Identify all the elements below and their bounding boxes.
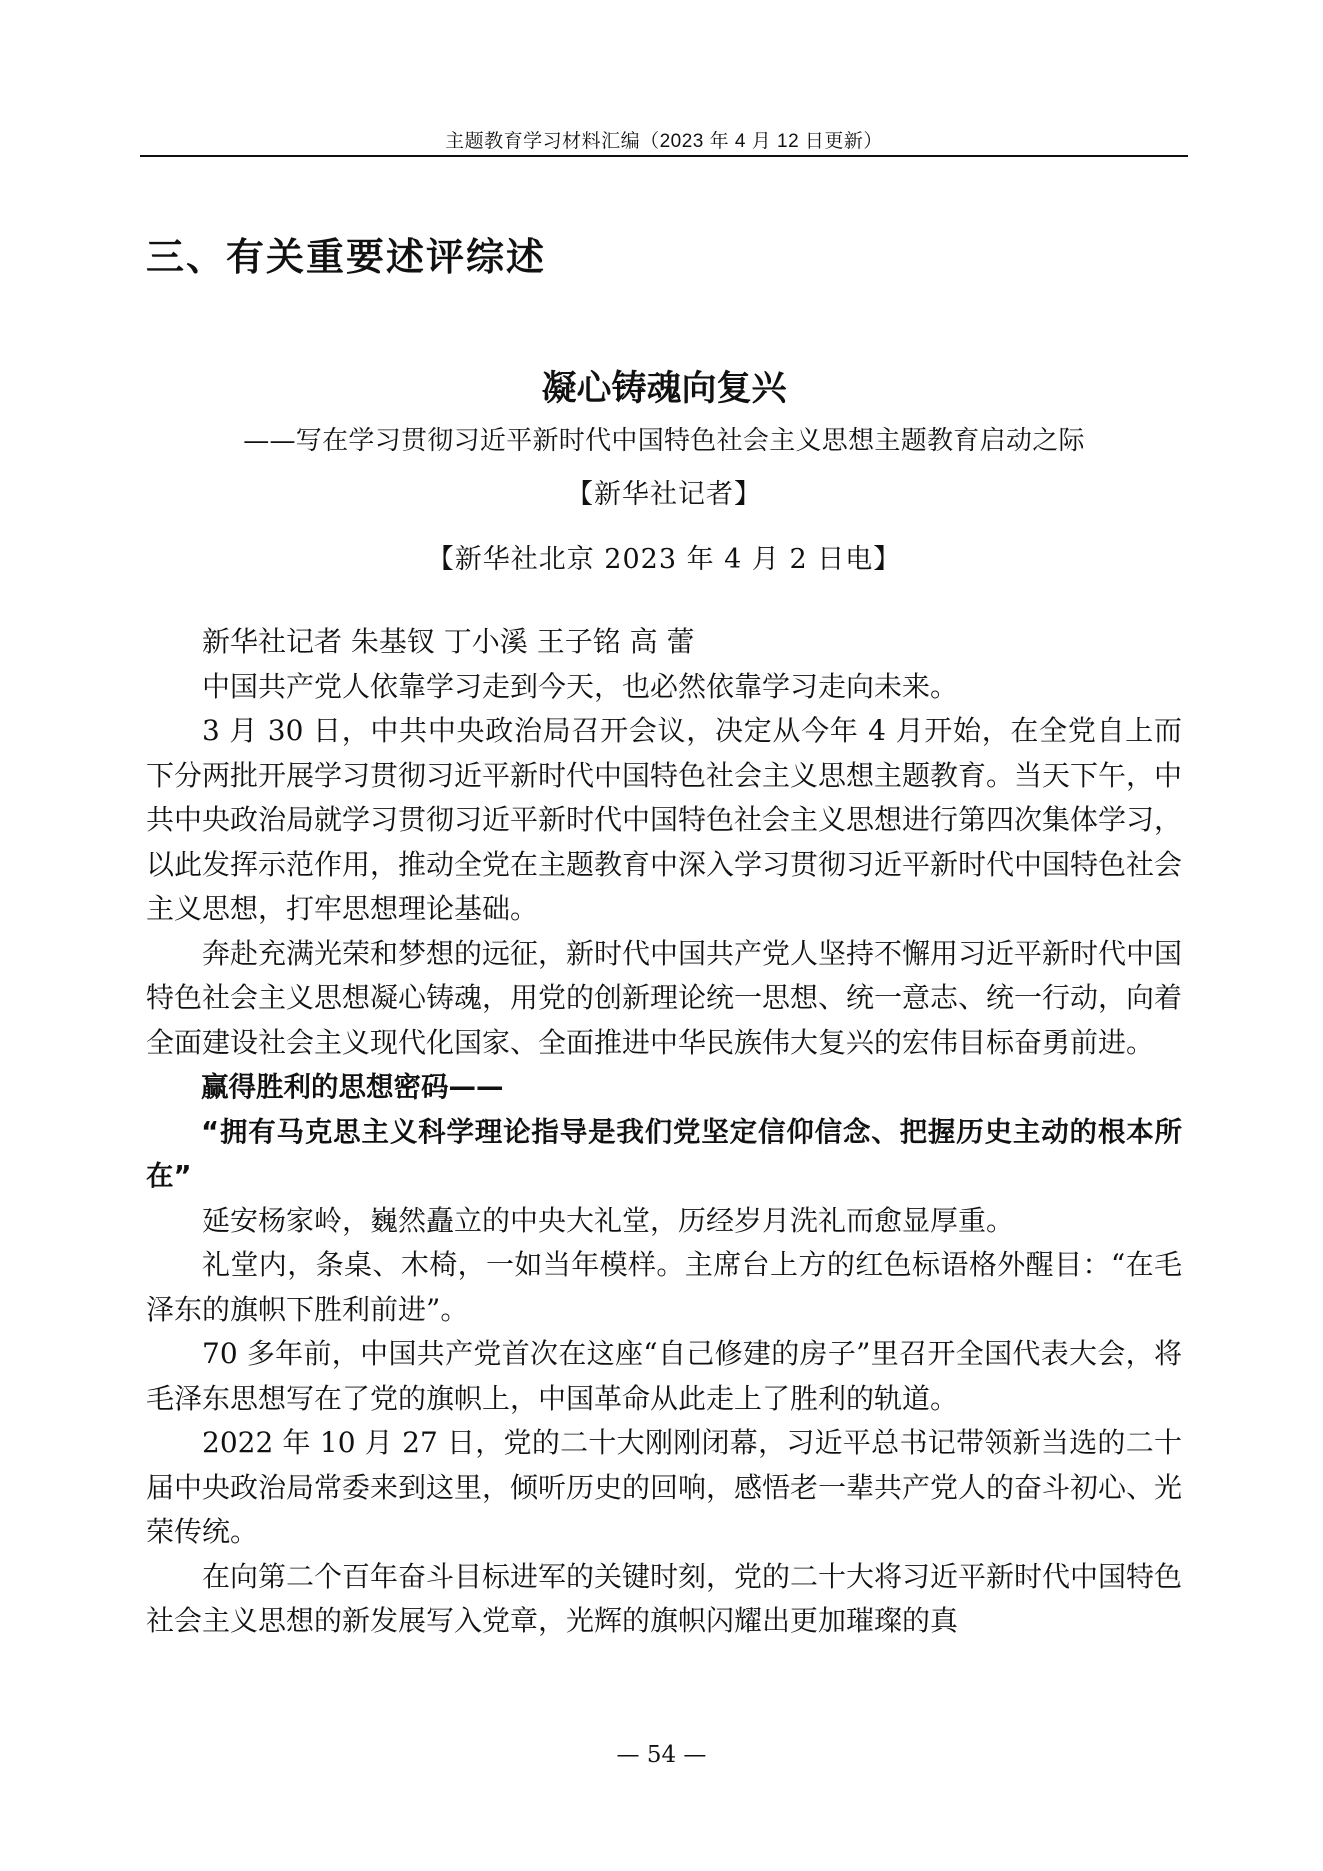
body-paragraph: 奔赴充满光荣和梦想的远征，新时代中国共产党人坚持不懈用习近平新时代中国特色社会主义思想凝心铸魂，用党的创新理论统一思想、统一意志、统一行动，向着全面建设社会主义现代化国家、全面推进中华民族伟大复兴的宏伟目标奋勇前进。: [146, 936, 1183, 1059]
body-paragraph: 2022 年 10 月 27 日，党的二十大刚刚闭幕，习近平总书记带领新当选的二十届中央政治局常委来到这里，倾听历史的回响，感悟老一辈共产党人的奋斗初心、光荣传统。: [146, 1426, 1183, 1548]
body-paragraph: 礼堂内，条桌、木椅，一如当年模样。主席台上方的红色标语格外醒目：“在毛泽东的旗帜下胜利前进”。: [146, 1248, 1182, 1326]
body-paragraph: 70 多年前，中国共产党首次在这座“自己修建的房子”里召开全国代表大会，将毛泽东思想写在了党的旗帜上，中国革命从此走上了胜利的轨道。: [146, 1337, 1182, 1415]
reporters-line: 新华社记者 朱基钗 丁小溪 王子铭 高 蕾: [202, 625, 695, 658]
body-paragraph: 在向第二个百年奋斗目标进军的关键时刻，党的二十大将习近平新时代中国特色社会主义思想的新发展写入党章，光辉的旗帜闪耀出更加璀璨的真: [146, 1559, 1183, 1637]
body-paragraph: 延安杨家岭，巍然矗立的中央大礼堂，历经岁月洗礼而愈显厚重。: [202, 1203, 1015, 1237]
dateline: 【新华社北京 2023 年 4 月 2 日电】: [426, 544, 902, 575]
article-subtitle: ——写在学习贯彻习近平新时代中国特色社会主义思想主题教育启动之际: [243, 426, 1085, 456]
article-title: 凝心铸魂向复兴: [541, 368, 787, 409]
section-heading: 三、有关重要述评综述: [146, 235, 547, 279]
subheading-quote: “拥有马克思主义科学理论指导是我们党坚定信仰信念、把握历史主动的根本所在”: [146, 1115, 1182, 1192]
article-body: [146, 620, 1182, 1644]
running-header: 主题教育学习材料汇编（2023 年 4 月 12 日更新）: [445, 131, 883, 152]
body-paragraph: 3 月 30 日，中共中央政治局召开会议，决定从今年 4 月开始，在全党自上而下分两批开展学习贯彻习近平新时代中国特色社会主义思想主题教育。当天下午，中共中央政治局就学习贯彻习近平新时代中国特色社会主义思想进行第四次集体学习，以此发挥示范作用，推动全党在主题教育中深入学习贯彻习近平新时代中国特色社会主义思想，打牢思想理论基础。: [146, 714, 1183, 925]
body-paragraph: 中国共产党人依靠学习走到今天，也必然依靠学习走向未来。: [202, 669, 959, 703]
byline-agency: 【新华社记者】: [566, 479, 762, 510]
page-number: — 54 —: [616, 1742, 707, 1768]
header-rule: [140, 155, 1188, 157]
subheading: 赢得胜利的思想密码——: [201, 1071, 504, 1103]
